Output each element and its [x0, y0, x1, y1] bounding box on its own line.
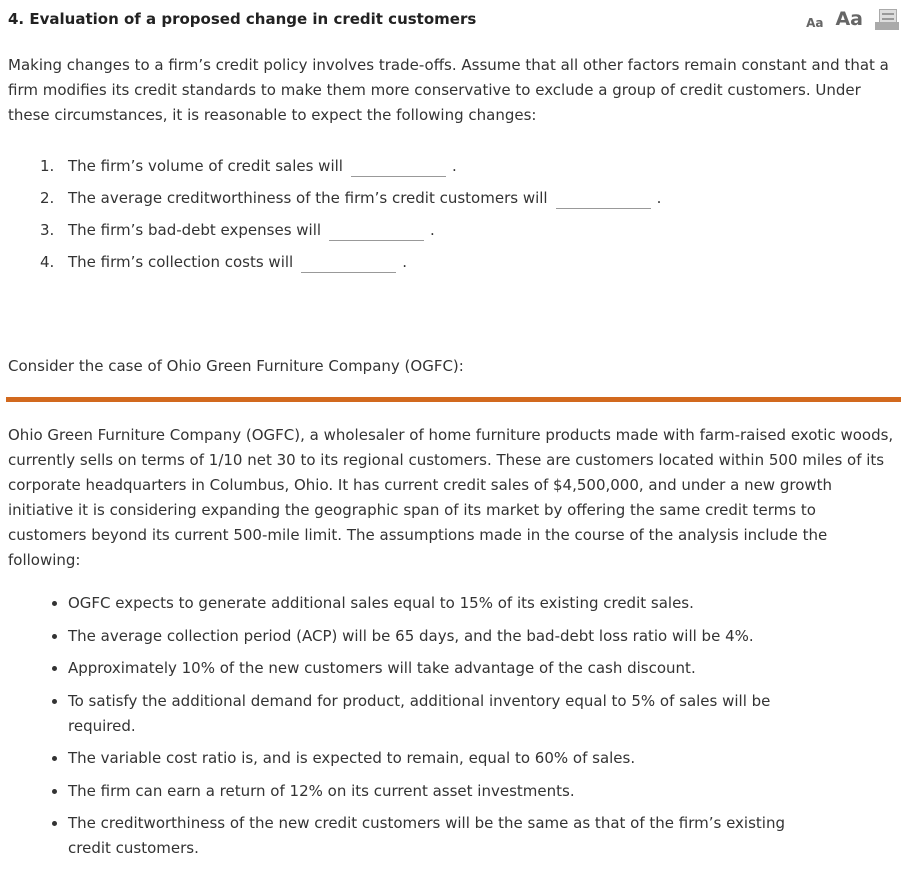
- assumption-item: • OGFC expects to generate additional sales equal to 15% of its existing credit sales.: [68, 591, 828, 616]
- period: .: [402, 253, 407, 271]
- answer-dropdown-4[interactable]: [301, 254, 396, 273]
- answer-dropdown-3[interactable]: [329, 222, 424, 241]
- period: .: [430, 221, 435, 239]
- page-title: 4. Evaluation of a proposed change in credit customers: [8, 10, 477, 28]
- period: .: [451, 157, 457, 175]
- question-number: 1.: [40, 157, 55, 175]
- question-item: [40, 182, 662, 214]
- question-item: [40, 214, 661, 246]
- assumption-list: [8, 591, 828, 869]
- toolbar: [806, 8, 899, 30]
- intro-paragraph: Making changes to a firm’s credit policy involves trade-offs. Assume that all other factors remain constant and that a firm modifies its credit standards to make them more conservative to exclude a group of credit customers. Under these circumstances, it is reasonable to expect the following changes:: [8, 56, 889, 124]
- printer-icon[interactable]: [875, 8, 899, 30]
- question-number: 3.: [40, 221, 55, 239]
- assumption-item: • To satisfy the additional demand for product, additional inventory equal to 5% of sales will be required.: [68, 689, 828, 739]
- answer-dropdown-1[interactable]: [351, 158, 446, 177]
- question-text: The firm’s collection costs will: [68, 253, 294, 271]
- question-list: [8, 150, 661, 278]
- question-number: 2.: [40, 189, 55, 207]
- question-number: 4.: [40, 253, 55, 271]
- assumption-item: • The average collection period (ACP) will be 65 days, and the bad-debt loss ratio will be 4%.: [68, 624, 828, 649]
- question-text: The firm’s volume of credit sales will: [68, 157, 343, 175]
- case-paragraph: Ohio Green Furniture Company (OGFC), a wholesaler of home furniture products made with farm-raised exotic woods, currently sells on terms of 1/10 net 30 to its regional customers. These are customers located within 500 miles of its corporate headquarters in Columbus, Ohio. It has current credit sales of $4,500,000, and under a new growth initiative it is considering expanding the geographic span of its market by offering the same credit terms to customers beyond its current 500-mile limit. The assumptions made in the course of the analysis include the following:: [8, 426, 894, 569]
- increase-font-button[interactable]: Aa: [835, 8, 863, 30]
- section-divider: [6, 397, 901, 402]
- assumption-item: • The variable cost ratio is, and is expected to remain, equal to 60% of sales.: [68, 746, 828, 771]
- question-text: The firm’s bad-debt expenses will: [68, 221, 322, 239]
- case-intro: Consider the case of Ohio Green Furniture Company (OGFC):: [8, 357, 464, 375]
- question-item: [40, 150, 661, 182]
- assumption-item: • The creditworthiness of the new credit customers will be the same as that of the firm’s existing credit customers.: [68, 811, 828, 861]
- period: .: [656, 189, 662, 207]
- decrease-font-button[interactable]: Aa: [806, 16, 824, 30]
- question-item: [40, 246, 661, 278]
- question-text: The average creditworthiness of the firm’s credit customers will: [68, 189, 548, 207]
- assumption-item: • Approximately 10% of the new customers will take advantage of the cash discount.: [68, 656, 828, 681]
- answer-dropdown-2[interactable]: [556, 190, 651, 209]
- assumption-item: • The firm can earn a return of 12% on its current asset investments.: [68, 779, 828, 804]
